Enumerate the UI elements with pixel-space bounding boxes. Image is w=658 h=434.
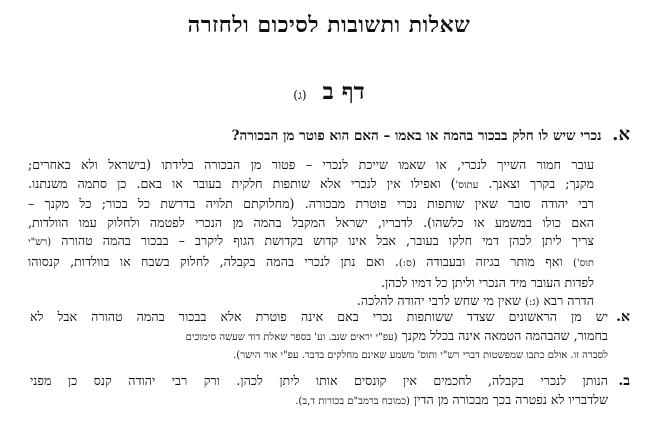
source-ref: (רש"י [28,237,52,249]
body-line [28,253,594,274]
body-text: צריך ליתן לכהן דמי חלקו בעובר, אבל אינו קדוש בקדושת הגוף ליקרב – בבכור בהמה טהורה [61,233,594,249]
body-line [28,195,594,214]
note-line [30,372,608,391]
question-text: נכרי שיש לו חלק בבכור בהמה או באמו – האם הוא פוטר מן הבכורה? [231,128,602,144]
answer-body [28,156,594,313]
note-source: (כמוכח ברמב"ם בכורות ד,ב). [295,395,410,407]
body-text: האם כולו במשמע או כלשהו). לדבריו, ישראל המקבל בהמה מן הנכרי לפטמה ולחלוק עמו הוולדות, [28,214,594,230]
body-line [28,232,594,253]
body-text: מקנך; בקרך וצאנך. [488,175,594,191]
note-marker: ב. [618,373,630,389]
note-text: הנותן לנכרי בקבלה, לחכמים אין קונסים אותו ליתן לכהן. ורק רבי יהודה קנס כן מפני [30,373,608,388]
body-text: הדרה רבא [543,293,594,309]
page-title: שאלות ותשובות לסיכום ולחזרה [187,12,471,38]
note-source: (עפ"י יראים שנב. וע' בספר שאלת דוד שעשה סימוכים [185,331,398,343]
body-text: לפדות העובר מיד הנכרי וליתן כל דמיו לכהן. [380,274,594,290]
note-line [30,347,608,366]
question-letter: א. [612,124,630,145]
source-ref: עתוס' [455,179,479,191]
body-line [28,274,594,293]
daf-label: דף ב [322,78,365,105]
note-text: שלדבריו לא נפטרה בכך מבכורה מן הדין [413,391,608,407]
note-text: בחמור, שהבהמה הטמאה אינה בכלל מקנך [401,327,608,343]
note-line [30,327,608,348]
daf-ref: (ג) [293,88,307,102]
note-text: יש מן הראשונים שצדד ששותפות נכרי באם אינה פוטרת אלא בבכור בהמה טהורה אבל לא [30,309,608,324]
source-ref: (ג:) [524,297,540,309]
question-heading [20,126,630,145]
body-text: ) ואפילו אין לנכרי אלא שותפות חלקית בעובר או באם. כן סתמה משנתנו. [28,175,456,191]
body-line [28,156,594,175]
note-line [30,308,608,327]
body-text: ואף מותר בגיזה ובעבודה [426,253,563,269]
note-item [30,308,630,366]
note-marker: א. [616,309,630,325]
body-line [28,214,594,233]
body-text: שאין מי שחש לרבי יהודה להלכה. [356,293,525,309]
source-ref: תוס') [573,257,594,269]
body-line [28,175,594,196]
note-line [30,391,608,412]
note-source: לסברה זו. אולם כתבו שמפשטות דברי רש"י ותוס' משמע שאינם מחלקים בדבר. עפ"י אור הישר). [233,350,608,362]
body-text: . ואם נתן לנכרי בהמה בקבלה, לחלוק בשבח או בוולדות, קנסוהו [28,253,399,269]
body-text: רבי יהודה סובר שאין שותפות נכרי פוטרת מבכורה. (מחלוקתם תלויה בדרשת כל בכור; כל מקנך – [28,196,594,212]
source-ref: (ס:) [398,257,416,269]
note-item [30,372,630,411]
daf-heading [0,78,658,105]
body-text: עובר חמור השייך לנכרי, או שאמו שייכת לנכרי – פטור מן הבכורה בלידתו (בישראל ולא באחרים; [28,157,594,172]
